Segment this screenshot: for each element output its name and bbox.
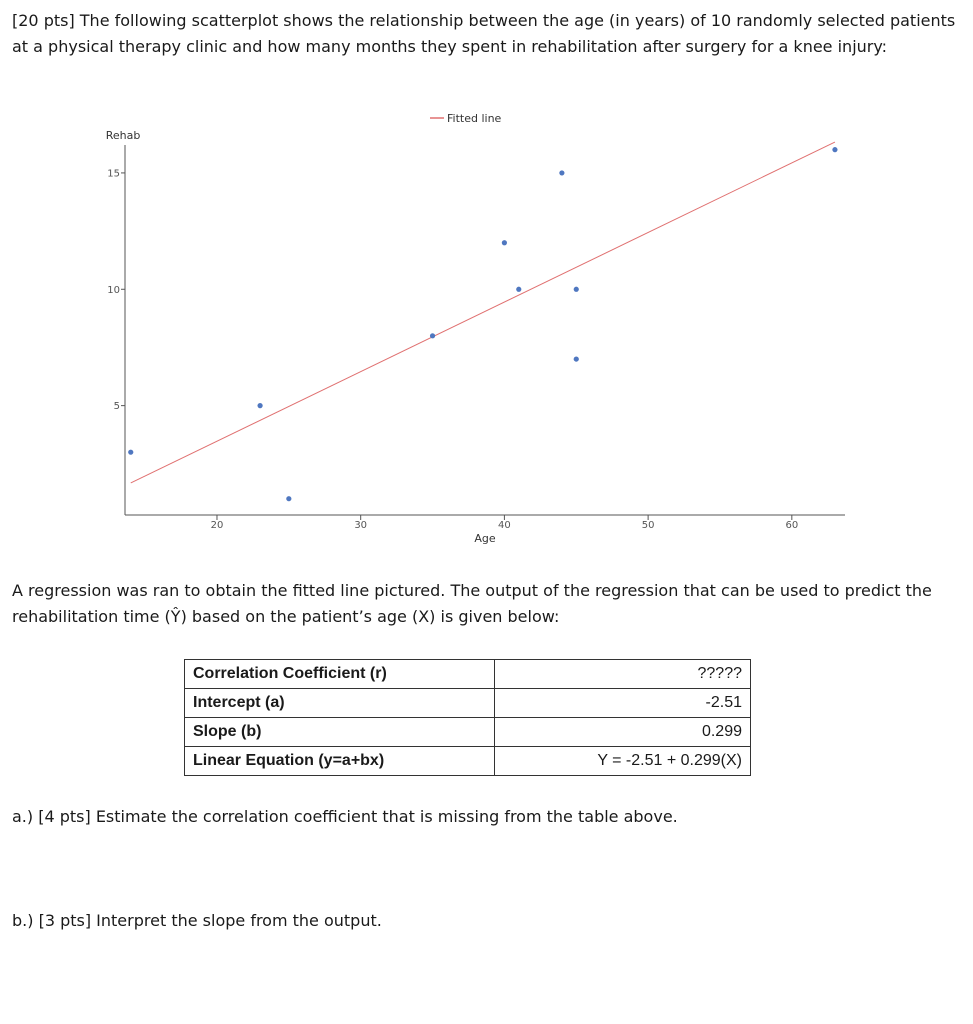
data-point — [574, 287, 579, 292]
table-row — [185, 689, 751, 718]
y-tick-label: 10 — [107, 284, 120, 296]
data-point — [430, 333, 435, 338]
data-point — [128, 450, 133, 455]
equation-value: Y = -2.51 + 0.299(X) — [495, 747, 751, 776]
table-row — [185, 747, 751, 776]
correlation-label: Correlation Coefficient (r) — [185, 660, 495, 689]
x-tick-label: 40 — [498, 520, 511, 531]
table-row — [185, 660, 751, 689]
question-intro: [20 pts] The following scatterplot shows the relationship between the age (in years) of 10 randomly selected patients at a physical therapy clinic and how many months they spent in rehabilitation after surgery for a knee injury: — [12, 11, 956, 56]
y-tick-label: 5 — [113, 401, 120, 413]
data-point — [574, 356, 579, 361]
x-tick-label: 30 — [354, 520, 368, 531]
scatterplot-chart — [95, 105, 855, 550]
x-axis-label: Age — [474, 532, 496, 545]
correlation-value: ????? — [495, 660, 751, 689]
intercept-label: Intercept (a) — [185, 689, 495, 718]
intercept-value: -2.51 — [495, 689, 751, 718]
data-point — [832, 147, 837, 152]
slope-label: Slope (b) — [185, 718, 495, 747]
data-point — [257, 403, 262, 408]
x-tick-label: 60 — [785, 520, 799, 531]
equation-label: Linear Equation (y=a+bx) — [185, 747, 495, 776]
regression-description: A regression was ran to obtain the fitted line pictured. The output of the regression that can be used to predict the rehabilitation time (Ŷ) based on the patient’s age (X) is given below: — [12, 581, 932, 626]
data-point — [516, 287, 521, 292]
table-row — [185, 718, 751, 747]
data-point — [286, 496, 291, 501]
question-part-b: b.) [3 pts] Interpret the slope from the output. — [12, 911, 382, 930]
x-tick-label: 20 — [210, 520, 224, 531]
regression-output-table — [184, 659, 751, 776]
question-part-a: a.) [4 pts] Estimate the correlation coefficient that is missing from the table above. — [12, 807, 678, 826]
legend-label: Fitted line — [447, 112, 502, 125]
y-tick-label: 15 — [107, 168, 120, 180]
data-point — [502, 240, 507, 245]
slope-value: 0.299 — [495, 718, 751, 747]
data-point — [559, 170, 564, 175]
y-axis-label: Rehab — [105, 129, 141, 142]
fitted-line — [131, 142, 835, 483]
x-tick-label: 50 — [641, 520, 655, 531]
